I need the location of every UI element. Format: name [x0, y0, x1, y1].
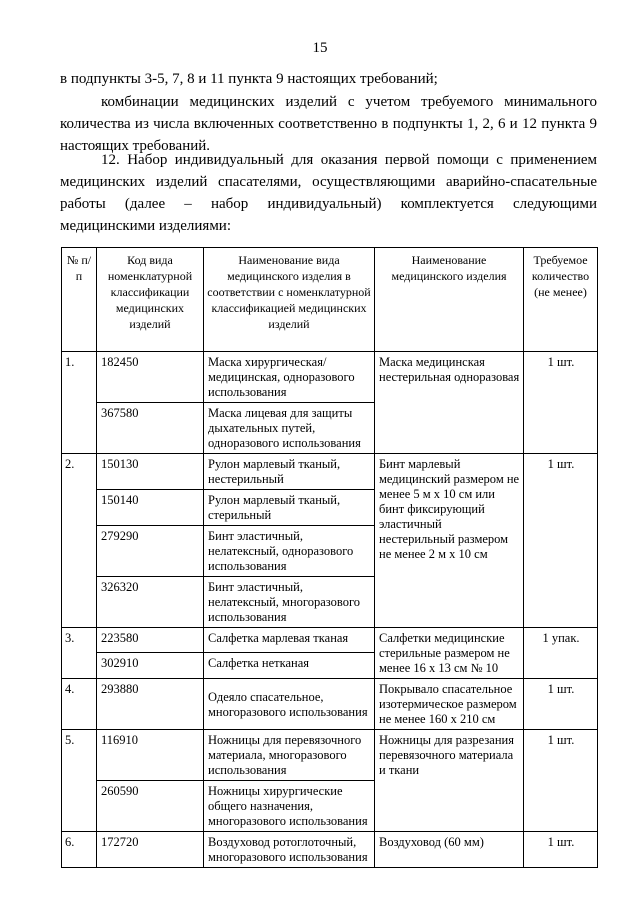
table-row [62, 628, 598, 653]
paragraph-3: 12. Набор индивидуальный для оказания первой помощи с применением медицинских изделий спасателями, осуществляющими аварийно-спасательные работы (далее – набор индивидуальный) комплектуется следующими медицинскими изделиями: [60, 152, 597, 234]
row-type-name: Салфетка марлевая тканая [204, 628, 375, 653]
row-type-name: Рулон марлевый тканый, нестерильный [204, 454, 375, 490]
header-qty: Требуемое количество (не менее) [524, 248, 598, 352]
row-type-name: Маска хирургическая/ медицинская, одноразового использования [204, 352, 375, 403]
header-name: Наименование медицинского изделия [375, 248, 524, 352]
row-num: 6. [62, 832, 97, 868]
row-code: 302910 [97, 653, 204, 679]
table-row [62, 730, 598, 781]
paragraph-1: в подпункты 3-5, 7, 8 и 11 пункта 9 настоящих требований; [60, 71, 438, 87]
row-type-name: Одеяло спасательное, многоразового использования [204, 679, 375, 730]
row-num: 4. [62, 679, 97, 730]
row-qty: 1 шт. [524, 454, 598, 628]
row-type-name: Ножницы хирургические общего назначения, многоразового использования [204, 781, 375, 832]
row-qty: 1 шт. [524, 730, 598, 832]
table-row [62, 832, 598, 868]
row-type-name: Ножницы для перевязочного материала, многоразового использования [204, 730, 375, 781]
row-code: 182450 [97, 352, 204, 403]
row-code: 150130 [97, 454, 204, 490]
row-name: Салфетки медицинские стерильные размером не менее 16 x 13 см № 10 [375, 628, 524, 679]
row-type-name: Бинт эластичный, нелатексный, одноразового использования [204, 526, 375, 577]
row-type-name: Воздуховод ротоглоточный, многоразового использования [204, 832, 375, 868]
row-num: 1. [62, 352, 97, 454]
medical-items-table [61, 247, 598, 868]
row-code: 223580 [97, 628, 204, 653]
row-qty: 1 шт. [524, 679, 598, 730]
row-type-name: Рулон марлевый тканый, стерильный [204, 490, 375, 526]
row-code: 150140 [97, 490, 204, 526]
table-row [62, 352, 598, 403]
row-code: 293880 [97, 679, 204, 730]
header-type-name: Наименование вида медицинского изделия в соответствии с номенклатурной классификацией медицинских изделий [204, 248, 375, 352]
row-num: 3. [62, 628, 97, 679]
row-qty: 1 шт. [524, 352, 598, 454]
header-code: Код вида номенклатурной классификации медицинских изделий [97, 248, 204, 352]
row-code: 116910 [97, 730, 204, 781]
row-name: Ножницы для разрезания перевязочного материала и ткани [375, 730, 524, 832]
row-num: 5. [62, 730, 97, 832]
row-name: Бинт марлевый медицинский размером не менее 5 м x 10 см или бинт фиксирующий эластичный нестерильный размером не менее 2 м x 10 см [375, 454, 524, 628]
row-name: Покрывало спасательное изотермическое размером не менее 160 x 210 см [375, 679, 524, 730]
row-name: Маска медицинская нестерильная одноразовая [375, 352, 524, 454]
paragraph-2: комбинации медицинских изделий с учетом требуемого минимального количества из числа включенных соответственно в подпункты 1, 2, 6 и 12 пункта 9 настоящих требований. [60, 94, 597, 154]
header-num: № п/п [62, 248, 97, 352]
row-type-name: Салфетка нетканая [204, 653, 375, 679]
table-row [62, 454, 598, 490]
row-code: 172720 [97, 832, 204, 868]
row-name: Воздуховод (60 мм) [375, 832, 524, 868]
row-type-name: Бинт эластичный, нелатексный, многоразового использования [204, 577, 375, 628]
row-num: 2. [62, 454, 97, 628]
row-code: 260590 [97, 781, 204, 832]
row-qty: 1 шт. [524, 832, 598, 868]
page-number: 15 [312, 40, 328, 56]
row-code: 326320 [97, 577, 204, 628]
row-type-name: Маска лицевая для защиты дыхательных путей, одноразового использования [204, 403, 375, 454]
table-row [62, 679, 598, 730]
row-qty: 1 упак. [524, 628, 598, 679]
row-code: 279290 [97, 526, 204, 577]
row-code: 367580 [97, 403, 204, 454]
table-header-row [62, 248, 598, 352]
